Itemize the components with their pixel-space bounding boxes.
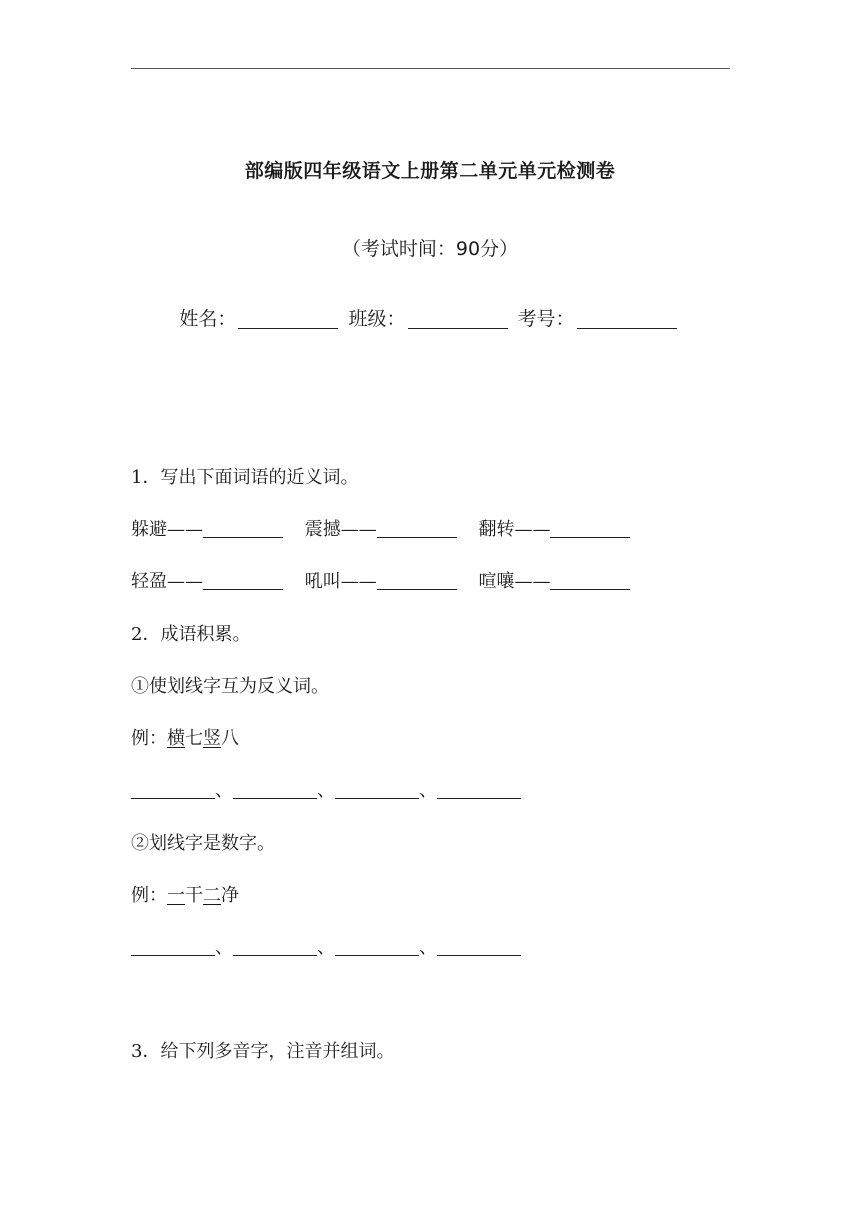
synonym-item	[131, 567, 283, 593]
underlined-char: 竖	[203, 728, 221, 749]
q1-title: 1．写出下面词语的近义词。	[131, 467, 359, 488]
word: 翻转——	[478, 519, 551, 540]
synonym-item	[131, 515, 283, 541]
answer-blank[interactable]	[335, 937, 419, 956]
underlined-char: 横	[167, 728, 185, 749]
underlined-char: 二	[203, 885, 221, 906]
q2-part2-answers	[131, 933, 521, 959]
name-label: 姓名：	[179, 308, 237, 330]
q3-title: 3．给下列多音字，注音并组词。	[131, 1041, 395, 1062]
synonym-item	[478, 567, 630, 593]
example-char: 七	[185, 728, 203, 749]
synonym-item	[305, 515, 457, 541]
class-label: 班级：	[348, 308, 406, 330]
answer-blank[interactable]	[550, 519, 630, 538]
answer-blank[interactable]	[233, 780, 317, 799]
class-blank[interactable]	[408, 308, 508, 329]
exam-number-blank[interactable]	[577, 308, 677, 329]
answer-blank[interactable]	[131, 937, 215, 956]
answer-blank[interactable]	[131, 780, 215, 799]
separator: 、	[317, 937, 335, 958]
example-char: 干	[185, 885, 203, 906]
example-prefix: 例：	[131, 885, 167, 906]
q1-row-1	[131, 515, 646, 541]
separator: 、	[215, 780, 233, 801]
q2-part1-example	[131, 724, 239, 750]
exam-time: （考试时间：90分）	[341, 238, 519, 260]
exam-number-label: 考号：	[517, 308, 575, 330]
example-char: 八	[221, 728, 239, 749]
answer-blank[interactable]	[437, 937, 521, 956]
q2-part2-title: ②划线字是数字。	[131, 833, 275, 854]
example-prefix: 例：	[131, 728, 167, 749]
synonym-item	[478, 515, 630, 541]
answer-blank[interactable]	[335, 780, 419, 799]
underlined-char: 一	[167, 885, 185, 906]
answer-blank[interactable]	[550, 571, 630, 590]
synonym-item	[305, 567, 457, 593]
separator: 、	[419, 937, 437, 958]
q1-row-2	[131, 567, 646, 593]
answer-blank[interactable]	[437, 780, 521, 799]
q2-part1-answers	[131, 776, 521, 802]
answer-blank[interactable]	[203, 519, 283, 538]
q2-title: 2．成语积累。	[131, 624, 251, 645]
page-title: 部编版四年级语文上册第二单元单元检测卷	[244, 160, 616, 182]
q2-part2-example	[131, 881, 239, 907]
q2-part1-title: ①使划线字互为反义词。	[131, 676, 329, 697]
answer-blank[interactable]	[377, 571, 457, 590]
student-info	[0, 304, 860, 331]
word: 轻盈——	[131, 571, 203, 592]
answer-blank[interactable]	[233, 937, 317, 956]
word: 震撼——	[304, 519, 377, 540]
answer-blank[interactable]	[203, 571, 283, 590]
separator: 、	[215, 937, 233, 958]
word: 躲避——	[131, 519, 203, 540]
header-rule	[131, 68, 730, 69]
answer-blank[interactable]	[377, 519, 457, 538]
name-blank[interactable]	[238, 308, 338, 329]
separator: 、	[419, 780, 437, 801]
word: 吼叫——	[304, 571, 377, 592]
separator: 、	[317, 780, 335, 801]
example-char: 净	[221, 885, 239, 906]
word: 喧嚷——	[478, 571, 551, 592]
